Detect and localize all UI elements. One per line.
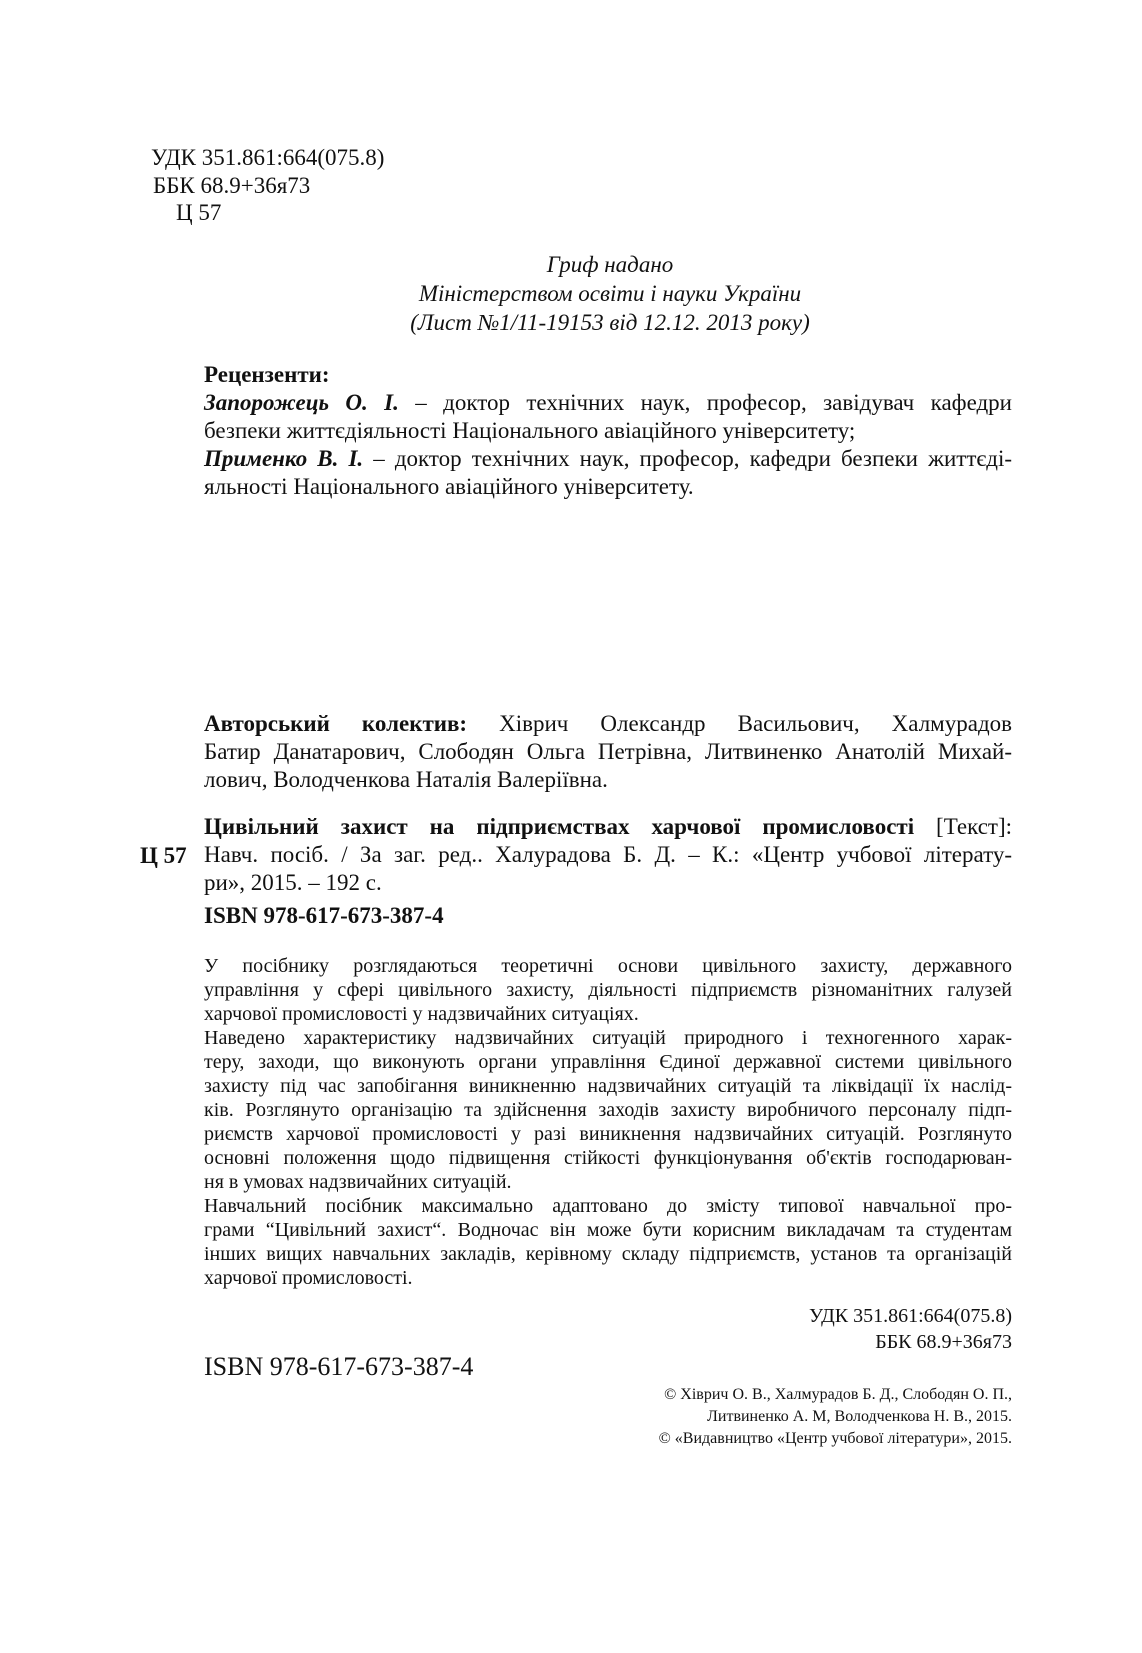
- abstract-p2-line-4: ків. Розглянуто організацію та здійснення заходів захисту виробничого персоналу підп-: [204, 1099, 1012, 1121]
- authors-names-1: Хіврич Олександр Васильович, Халмурадов: [467, 711, 1012, 736]
- citation-line-2: Навч. посіб. / За заг. ред.. Халурадова Б. Д. – К.: «Центр учбової літерату-: [204, 842, 1012, 867]
- abstract-p3-line-4: харчової промисловості.: [204, 1267, 413, 1289]
- abstract-p1-line-1: У посібнику розглядаються теоретичні основи цивільного захисту, державного: [204, 955, 1012, 977]
- citation-line-3: ри», 2015. – 192 с.: [204, 870, 382, 895]
- abstract-paragraph-3: [204, 1194, 1012, 1290]
- abstract-p3-line-1: Навчальний посібник максимально адаптовано до змісту типової навчальної про-: [204, 1195, 1012, 1217]
- grif-line-2: Міністерством освіти і науки України: [418, 281, 802, 306]
- reviewer-1-text-b: безпеки життєдіяльності Національного авіаційного університету;: [204, 418, 856, 443]
- abstract-p3-line-3: інших вищих навчальних закладів, керівному складу підприємств, установ та організацій: [204, 1243, 1012, 1265]
- citation-type: [Текст]:: [914, 814, 1012, 839]
- reviewer-1-text-a: – доктор технічних наук, професор, завідувач кафедри: [398, 390, 1012, 415]
- authors-line-3: лович, Володченкова Наталія Валеріївна.: [204, 767, 608, 792]
- reviewer-2-text-b: яльності Національного авіаційного університету.: [204, 474, 694, 499]
- abstract-p2-line-5: риємств харчової промисловості у разі виникнення надзвичайних ситуацій. Розглянуто: [204, 1123, 1012, 1145]
- reviewers-section: [204, 361, 1012, 501]
- abstract-p2-line-1: Наведено характеристику надзвичайних ситуацій природного і техногенного харак-: [204, 1027, 1012, 1049]
- bbk-code: ББК 68.9+36я73: [153, 173, 311, 198]
- copyright-line-2: Литвиненко А. М, Володченкова Н. В., 2015.: [707, 1408, 1012, 1425]
- reviewer-1-line-1: [204, 389, 1012, 417]
- copyright-line-1: © Хіврич О. В., Халмурадов Б. Д., Слободян О. П.,: [664, 1386, 1012, 1403]
- abstract-p2-line-2: теру, заходи, що виконують органи управління Єдиної державної системи цивільного: [204, 1051, 1012, 1073]
- bottom-codes: [809, 1303, 1012, 1355]
- reviewers-heading: Рецензенти:: [204, 362, 330, 387]
- reviewer-2-line-1: [204, 445, 1012, 473]
- citation-line-1: [204, 813, 1012, 841]
- authors-line-2: Батир Данатарович, Слободян Ольга Петрівна, Литвиненко Анатолій Михай-: [204, 739, 1012, 764]
- bottom-udk-code: УДК 351.861:664(075.8): [809, 1305, 1012, 1327]
- abstract-p1-line-3: харчової промисловості у надзвичайних ситуаціях.: [204, 1003, 639, 1025]
- reviewer-2-name: Применко В. І.: [204, 446, 364, 471]
- authors-section: [204, 710, 1012, 794]
- isbn-bold: ISBN 978-617-673-387-4: [204, 903, 444, 928]
- bottom-bbk-code: ББК 68.9+36я73: [875, 1331, 1012, 1353]
- abstract-paragraph-2: [204, 1026, 1012, 1194]
- isbn-plain: ISBN 978-617-673-387-4: [204, 1352, 474, 1381]
- abstract-paragraph-1: [204, 954, 1012, 1026]
- book-title: Цивільний захист на підприємствах харчової промисловості: [204, 814, 915, 839]
- grif-line-3: (Лист №1/11-19153 від 12.12. 2013 року): [410, 310, 810, 335]
- abstract-p3-line-2: грами “Цивільний захист“. Водночас він може бути корисним викладачам та студентам: [204, 1219, 1012, 1241]
- copyright-block: [659, 1384, 1012, 1450]
- abstract: [204, 954, 1012, 1290]
- copyright-line-3: © «Видавництво «Центр учбової літератури», 2015.: [658, 1430, 1012, 1447]
- abstract-p1-line-2: управління у сфері цивільного захисту, діяльності підприємств різноманітних галузей: [204, 979, 1012, 1001]
- citation-section: [204, 813, 1012, 897]
- authors-line-1: [204, 710, 1012, 738]
- abstract-p2-line-3: захисту під час запобігання виникненню надзвичайних ситуацій та ліквідації їх наслід-: [204, 1075, 1012, 1097]
- grif-line-1: Гриф надано: [546, 252, 674, 277]
- abstract-p2-line-7: ня в умовах надзвичайних ситуацій.: [204, 1171, 512, 1193]
- reviewer-2-text-a: – доктор технічних наук, професор, кафедри безпеки життєді-: [363, 446, 1012, 471]
- udk-code: УДК 351.861:664(075.8): [151, 145, 385, 170]
- abstract-p2-line-6: основні положення щодо підвищення стійкості функціонування об'єктів господарюван-: [204, 1147, 1012, 1169]
- citation-author-mark: Ц 57: [140, 843, 187, 868]
- author-mark: Ц 57: [176, 200, 222, 225]
- reviewer-1-name: Запорожець О. І.: [204, 390, 399, 415]
- authors-label: Авторський колектив:: [204, 711, 468, 736]
